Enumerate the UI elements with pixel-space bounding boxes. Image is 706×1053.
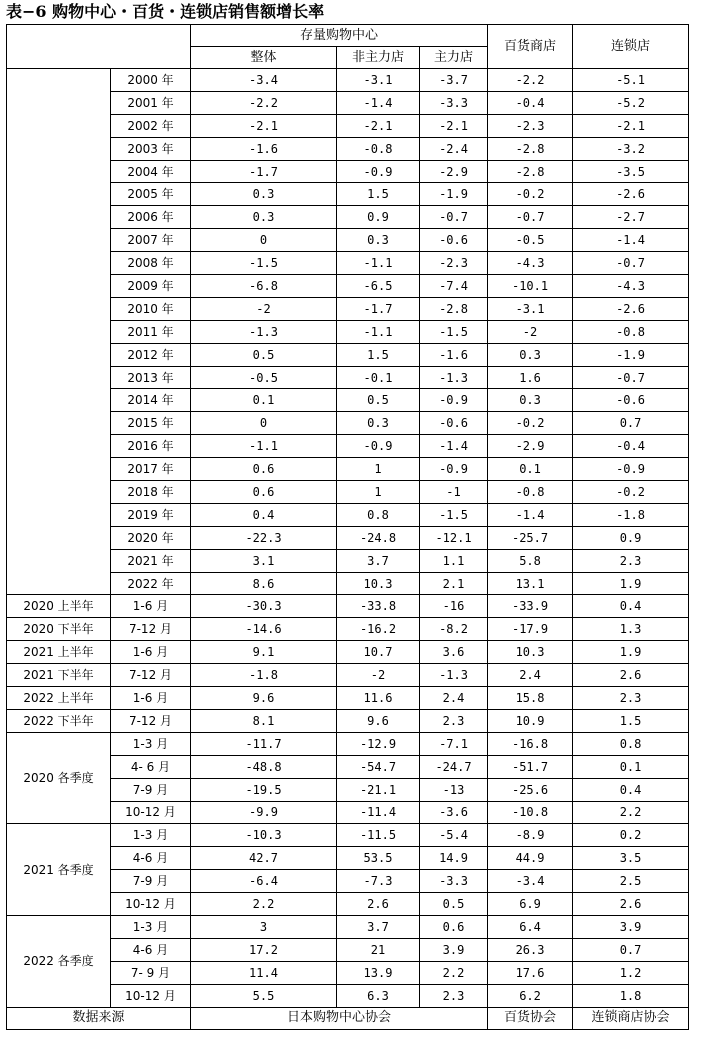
value-anchor: -2.8 <box>420 297 488 320</box>
quarter-label: 10-12 月 <box>111 893 191 916</box>
year-label: 2012 年 <box>111 343 191 366</box>
value-overall: 0.3 <box>191 206 337 229</box>
value-non-anchor: -7.3 <box>337 870 420 893</box>
value-chain-store: 0.7 <box>573 412 689 435</box>
value-overall: 5.5 <box>191 984 337 1007</box>
value-non-anchor: 3.7 <box>337 915 420 938</box>
value-dept-store: -2.8 <box>488 137 573 160</box>
value-anchor: -2.4 <box>420 137 488 160</box>
value-chain-store: -2.6 <box>573 183 689 206</box>
value-overall: -1.3 <box>191 320 337 343</box>
value-dept-store: 13.1 <box>488 572 573 595</box>
month-range-label: 7-12 月 <box>111 618 191 641</box>
quarter-label: 4- 6 月 <box>111 755 191 778</box>
year-label: 2014 年 <box>111 389 191 412</box>
value-non-anchor: -11.4 <box>337 801 420 824</box>
value-overall: 9.6 <box>191 687 337 710</box>
quarter-label: 4-6 月 <box>111 938 191 961</box>
year-label: 2017 年 <box>111 458 191 481</box>
value-non-anchor: 1 <box>337 481 420 504</box>
value-anchor: -0.6 <box>420 412 488 435</box>
value-dept-store: -8.9 <box>488 824 573 847</box>
quarter-label: 1-3 月 <box>111 915 191 938</box>
value-anchor: -8.2 <box>420 618 488 641</box>
header-existing-sc: 存量购物中心 <box>191 25 488 47</box>
year-label: 2013 年 <box>111 366 191 389</box>
header-chain-store: 连锁店 <box>573 25 689 69</box>
half-year-row <box>7 641 689 664</box>
header-anchor: 主力店 <box>420 47 488 69</box>
quarter-label: 7-9 月 <box>111 870 191 893</box>
value-non-anchor: 21 <box>337 938 420 961</box>
value-dept-store: -33.9 <box>488 595 573 618</box>
value-dept-store: -25.7 <box>488 526 573 549</box>
value-chain-store: -2.1 <box>573 114 689 137</box>
value-overall: 0 <box>191 229 337 252</box>
value-non-anchor: 2.6 <box>337 893 420 916</box>
source-sc-association: 日本购物中心协会 <box>191 1007 488 1030</box>
annual-group-cell <box>7 69 111 595</box>
year-label: 2018 年 <box>111 481 191 504</box>
value-chain-store: -2.6 <box>573 297 689 320</box>
value-dept-store: -10.8 <box>488 801 573 824</box>
year-label: 2008 年 <box>111 252 191 275</box>
value-anchor: 1.1 <box>420 549 488 572</box>
header-overall: 整体 <box>191 47 337 69</box>
value-non-anchor: -16.2 <box>337 618 420 641</box>
value-chain-store: -0.4 <box>573 435 689 458</box>
value-overall: 17.2 <box>191 938 337 961</box>
year-label: 2009 年 <box>111 275 191 298</box>
value-anchor: -7.4 <box>420 275 488 298</box>
value-dept-store: -2.2 <box>488 69 573 92</box>
value-overall: 0.4 <box>191 503 337 526</box>
value-dept-store: 6.9 <box>488 893 573 916</box>
value-non-anchor: -1.1 <box>337 320 420 343</box>
year-label: 2004 年 <box>111 160 191 183</box>
value-overall: 42.7 <box>191 847 337 870</box>
year-label: 2002 年 <box>111 114 191 137</box>
value-non-anchor: -0.9 <box>337 160 420 183</box>
value-non-anchor: -1.7 <box>337 297 420 320</box>
value-anchor: -3.6 <box>420 801 488 824</box>
half-year-row <box>7 595 689 618</box>
year-label: 2020 年 <box>111 526 191 549</box>
value-chain-store: 1.5 <box>573 709 689 732</box>
value-chain-store: -0.7 <box>573 252 689 275</box>
value-chain-store: -3.5 <box>573 160 689 183</box>
value-non-anchor: 53.5 <box>337 847 420 870</box>
value-dept-store: -2.8 <box>488 160 573 183</box>
header-dept-store: 百货商店 <box>488 25 573 69</box>
value-dept-store: 17.6 <box>488 961 573 984</box>
value-overall: -2.1 <box>191 114 337 137</box>
value-anchor: -16 <box>420 595 488 618</box>
value-chain-store: 0.1 <box>573 755 689 778</box>
year-label: 2016 年 <box>111 435 191 458</box>
value-non-anchor: -11.5 <box>337 824 420 847</box>
half-year-row <box>7 664 689 687</box>
year-label: 2003 年 <box>111 137 191 160</box>
value-overall: 0 <box>191 412 337 435</box>
value-non-anchor: -1.1 <box>337 252 420 275</box>
value-dept-store: -2.3 <box>488 114 573 137</box>
value-anchor: -1 <box>420 481 488 504</box>
value-chain-store: 1.3 <box>573 618 689 641</box>
value-chain-store: 1.8 <box>573 984 689 1007</box>
value-dept-store: -17.9 <box>488 618 573 641</box>
value-chain-store: 2.6 <box>573 664 689 687</box>
value-non-anchor: 1.5 <box>337 183 420 206</box>
value-overall: 8.6 <box>191 572 337 595</box>
value-dept-store: 44.9 <box>488 847 573 870</box>
value-anchor: -3.7 <box>420 69 488 92</box>
value-non-anchor: -54.7 <box>337 755 420 778</box>
month-range-label: 1-6 月 <box>111 687 191 710</box>
value-non-anchor: 1.5 <box>337 343 420 366</box>
value-overall: -1.8 <box>191 664 337 687</box>
quarter-group-label: 2020 各季度 <box>7 732 111 824</box>
value-anchor: -1.6 <box>420 343 488 366</box>
value-dept-store: 26.3 <box>488 938 573 961</box>
value-chain-store: 1.2 <box>573 961 689 984</box>
year-label: 2010 年 <box>111 297 191 320</box>
value-non-anchor: -2 <box>337 664 420 687</box>
sales-growth-table <box>6 24 689 1030</box>
value-dept-store: -4.3 <box>488 252 573 275</box>
quarter-label: 7- 9 月 <box>111 961 191 984</box>
value-anchor: -24.7 <box>420 755 488 778</box>
value-chain-store: 2.2 <box>573 801 689 824</box>
value-anchor: 2.3 <box>420 709 488 732</box>
value-anchor: -1.3 <box>420 366 488 389</box>
value-anchor: -2.1 <box>420 114 488 137</box>
value-dept-store: -2 <box>488 320 573 343</box>
value-chain-store: 0.9 <box>573 526 689 549</box>
value-anchor: -5.4 <box>420 824 488 847</box>
value-non-anchor: 9.6 <box>337 709 420 732</box>
value-anchor: -1.3 <box>420 664 488 687</box>
value-dept-store: -3.4 <box>488 870 573 893</box>
year-label: 2006 年 <box>111 206 191 229</box>
value-dept-store: -0.7 <box>488 206 573 229</box>
value-dept-store: -2.9 <box>488 435 573 458</box>
value-non-anchor: 10.7 <box>337 641 420 664</box>
value-anchor: -12.1 <box>420 526 488 549</box>
value-non-anchor: 3.7 <box>337 549 420 572</box>
year-label: 2007 年 <box>111 229 191 252</box>
half-year-row <box>7 709 689 732</box>
value-overall: -14.6 <box>191 618 337 641</box>
value-overall: -9.9 <box>191 801 337 824</box>
value-chain-store: 1.9 <box>573 641 689 664</box>
value-non-anchor: -0.1 <box>337 366 420 389</box>
value-dept-store: -25.6 <box>488 778 573 801</box>
value-anchor: 0.5 <box>420 893 488 916</box>
value-dept-store: -0.2 <box>488 183 573 206</box>
value-chain-store: 3.5 <box>573 847 689 870</box>
value-chain-store: -5.1 <box>573 69 689 92</box>
value-anchor: 2.1 <box>420 572 488 595</box>
value-anchor: -0.9 <box>420 458 488 481</box>
value-overall: -1.5 <box>191 252 337 275</box>
half-year-group: 2020 下半年 <box>7 618 111 641</box>
value-dept-store: -1.4 <box>488 503 573 526</box>
quarter-label: 1-3 月 <box>111 824 191 847</box>
table-body <box>7 25 689 1030</box>
half-year-row <box>7 618 689 641</box>
value-anchor: -1.5 <box>420 503 488 526</box>
value-non-anchor: 6.3 <box>337 984 420 1007</box>
value-chain-store: -0.7 <box>573 366 689 389</box>
value-non-anchor: -0.9 <box>337 435 420 458</box>
value-overall: 3.1 <box>191 549 337 572</box>
value-chain-store: 0.4 <box>573 595 689 618</box>
value-overall: -22.3 <box>191 526 337 549</box>
value-chain-store: 2.3 <box>573 549 689 572</box>
value-overall: 0.6 <box>191 481 337 504</box>
value-dept-store: -51.7 <box>488 755 573 778</box>
value-anchor: 3.6 <box>420 641 488 664</box>
value-overall: -10.3 <box>191 824 337 847</box>
value-non-anchor: 1 <box>337 458 420 481</box>
value-chain-store: -3.2 <box>573 137 689 160</box>
value-non-anchor: 0.3 <box>337 412 420 435</box>
value-overall: -6.8 <box>191 275 337 298</box>
value-dept-store: 0.3 <box>488 389 573 412</box>
value-overall: -1.7 <box>191 160 337 183</box>
value-anchor: -0.9 <box>420 389 488 412</box>
value-chain-store: 2.5 <box>573 870 689 893</box>
value-non-anchor: -2.1 <box>337 114 420 137</box>
value-non-anchor: -1.4 <box>337 91 420 114</box>
source-label: 数据来源 <box>7 1007 191 1030</box>
value-non-anchor: -33.8 <box>337 595 420 618</box>
value-dept-store: -0.4 <box>488 91 573 114</box>
header-corner <box>7 25 191 69</box>
value-dept-store: -0.5 <box>488 229 573 252</box>
value-dept-store: 10.3 <box>488 641 573 664</box>
value-chain-store: -1.9 <box>573 343 689 366</box>
value-anchor: -13 <box>420 778 488 801</box>
value-anchor: -2.9 <box>420 160 488 183</box>
quarter-group-label: 2021 各季度 <box>7 824 111 916</box>
value-dept-store: 1.6 <box>488 366 573 389</box>
month-range-label: 1-6 月 <box>111 595 191 618</box>
value-overall: -1.6 <box>191 137 337 160</box>
value-overall: 8.1 <box>191 709 337 732</box>
value-overall: -30.3 <box>191 595 337 618</box>
value-overall: -0.5 <box>191 366 337 389</box>
value-overall: 0.1 <box>191 389 337 412</box>
value-overall: 0.3 <box>191 183 337 206</box>
value-chain-store: 0.2 <box>573 824 689 847</box>
value-non-anchor: -3.1 <box>337 69 420 92</box>
year-label: 2021 年 <box>111 549 191 572</box>
quarter-group-label: 2022 各季度 <box>7 915 111 1007</box>
value-anchor: 2.4 <box>420 687 488 710</box>
value-dept-store: 6.4 <box>488 915 573 938</box>
value-non-anchor: -24.8 <box>337 526 420 549</box>
value-dept-store: 2.4 <box>488 664 573 687</box>
value-chain-store: -1.4 <box>573 229 689 252</box>
half-year-group: 2021 上半年 <box>7 641 111 664</box>
value-dept-store: 5.8 <box>488 549 573 572</box>
value-dept-store: 6.2 <box>488 984 573 1007</box>
value-chain-store: 1.9 <box>573 572 689 595</box>
value-overall: -2 <box>191 297 337 320</box>
year-label: 2022 年 <box>111 572 191 595</box>
value-chain-store: -5.2 <box>573 91 689 114</box>
month-range-label: 1-6 月 <box>111 641 191 664</box>
value-chain-store: -0.2 <box>573 481 689 504</box>
year-label: 2015 年 <box>111 412 191 435</box>
value-non-anchor: 10.3 <box>337 572 420 595</box>
quarter-label: 10-12 月 <box>111 984 191 1007</box>
value-overall: 2.2 <box>191 893 337 916</box>
source-dept-association: 百货协会 <box>488 1007 573 1030</box>
quarter-label: 1-3 月 <box>111 732 191 755</box>
value-chain-store: 0.7 <box>573 938 689 961</box>
value-chain-store: 0.8 <box>573 732 689 755</box>
value-overall: -1.1 <box>191 435 337 458</box>
value-dept-store: 15.8 <box>488 687 573 710</box>
value-non-anchor: -21.1 <box>337 778 420 801</box>
half-year-row <box>7 687 689 710</box>
value-anchor: 2.2 <box>420 961 488 984</box>
half-year-group: 2022 下半年 <box>7 709 111 732</box>
annual-row <box>7 69 689 92</box>
value-anchor: 0.6 <box>420 915 488 938</box>
value-chain-store: 2.6 <box>573 893 689 916</box>
value-non-anchor: 11.6 <box>337 687 420 710</box>
value-anchor: 3.9 <box>420 938 488 961</box>
value-chain-store: -4.3 <box>573 275 689 298</box>
value-non-anchor: 0.8 <box>337 503 420 526</box>
value-overall: 11.4 <box>191 961 337 984</box>
value-non-anchor: -0.8 <box>337 137 420 160</box>
year-label: 2019 年 <box>111 503 191 526</box>
value-anchor: -2.3 <box>420 252 488 275</box>
month-range-label: 7-12 月 <box>111 664 191 687</box>
value-dept-store: -0.2 <box>488 412 573 435</box>
quarter-label: 10-12 月 <box>111 801 191 824</box>
value-anchor: -7.1 <box>420 732 488 755</box>
value-chain-store: -2.7 <box>573 206 689 229</box>
quarter-label: 7-9 月 <box>111 778 191 801</box>
value-overall: 3 <box>191 915 337 938</box>
value-chain-store: 2.3 <box>573 687 689 710</box>
value-overall: -19.5 <box>191 778 337 801</box>
value-overall: -48.8 <box>191 755 337 778</box>
value-anchor: -3.3 <box>420 91 488 114</box>
value-dept-store: 0.3 <box>488 343 573 366</box>
value-overall: -2.2 <box>191 91 337 114</box>
year-label: 2005 年 <box>111 183 191 206</box>
value-anchor: -0.7 <box>420 206 488 229</box>
source-chain-association: 连锁商店协会 <box>573 1007 689 1030</box>
value-anchor: -0.6 <box>420 229 488 252</box>
source-row <box>7 1007 689 1030</box>
header-row-1 <box>7 25 689 47</box>
value-dept-store: -16.8 <box>488 732 573 755</box>
value-overall: 0.6 <box>191 458 337 481</box>
value-chain-store: -1.8 <box>573 503 689 526</box>
year-label: 2001 年 <box>111 91 191 114</box>
value-dept-store: -3.1 <box>488 297 573 320</box>
value-non-anchor: 0.5 <box>337 389 420 412</box>
value-anchor: -1.9 <box>420 183 488 206</box>
value-overall: 0.5 <box>191 343 337 366</box>
value-non-anchor: 0.3 <box>337 229 420 252</box>
month-range-label: 7-12 月 <box>111 709 191 732</box>
value-non-anchor: 0.9 <box>337 206 420 229</box>
value-dept-store: -0.8 <box>488 481 573 504</box>
value-chain-store: 3.9 <box>573 915 689 938</box>
half-year-group: 2020 上半年 <box>7 595 111 618</box>
value-overall: -11.7 <box>191 732 337 755</box>
quarter-label: 4-6 月 <box>111 847 191 870</box>
value-chain-store: -0.8 <box>573 320 689 343</box>
value-anchor: -1.4 <box>420 435 488 458</box>
value-anchor: -1.5 <box>420 320 488 343</box>
year-label: 2011 年 <box>111 320 191 343</box>
quarter-row <box>7 732 689 755</box>
quarter-row <box>7 824 689 847</box>
value-dept-store: 10.9 <box>488 709 573 732</box>
value-dept-store: -10.1 <box>488 275 573 298</box>
value-non-anchor: 13.9 <box>337 961 420 984</box>
value-anchor: 2.3 <box>420 984 488 1007</box>
value-chain-store: -0.6 <box>573 389 689 412</box>
value-overall: -3.4 <box>191 69 337 92</box>
value-chain-store: 0.4 <box>573 778 689 801</box>
table-title: 表−6 购物中心・百货・连锁店销售额增长率 <box>6 2 325 21</box>
value-non-anchor: -6.5 <box>337 275 420 298</box>
half-year-group: 2022 上半年 <box>7 687 111 710</box>
half-year-group: 2021 下半年 <box>7 664 111 687</box>
value-non-anchor: -12.9 <box>337 732 420 755</box>
value-dept-store: 0.1 <box>488 458 573 481</box>
value-chain-store: -0.9 <box>573 458 689 481</box>
value-overall: 9.1 <box>191 641 337 664</box>
quarter-row <box>7 915 689 938</box>
value-anchor: 14.9 <box>420 847 488 870</box>
value-anchor: -3.3 <box>420 870 488 893</box>
year-label: 2000 年 <box>111 69 191 92</box>
value-overall: -6.4 <box>191 870 337 893</box>
header-non-anchor: 非主力店 <box>337 47 420 69</box>
